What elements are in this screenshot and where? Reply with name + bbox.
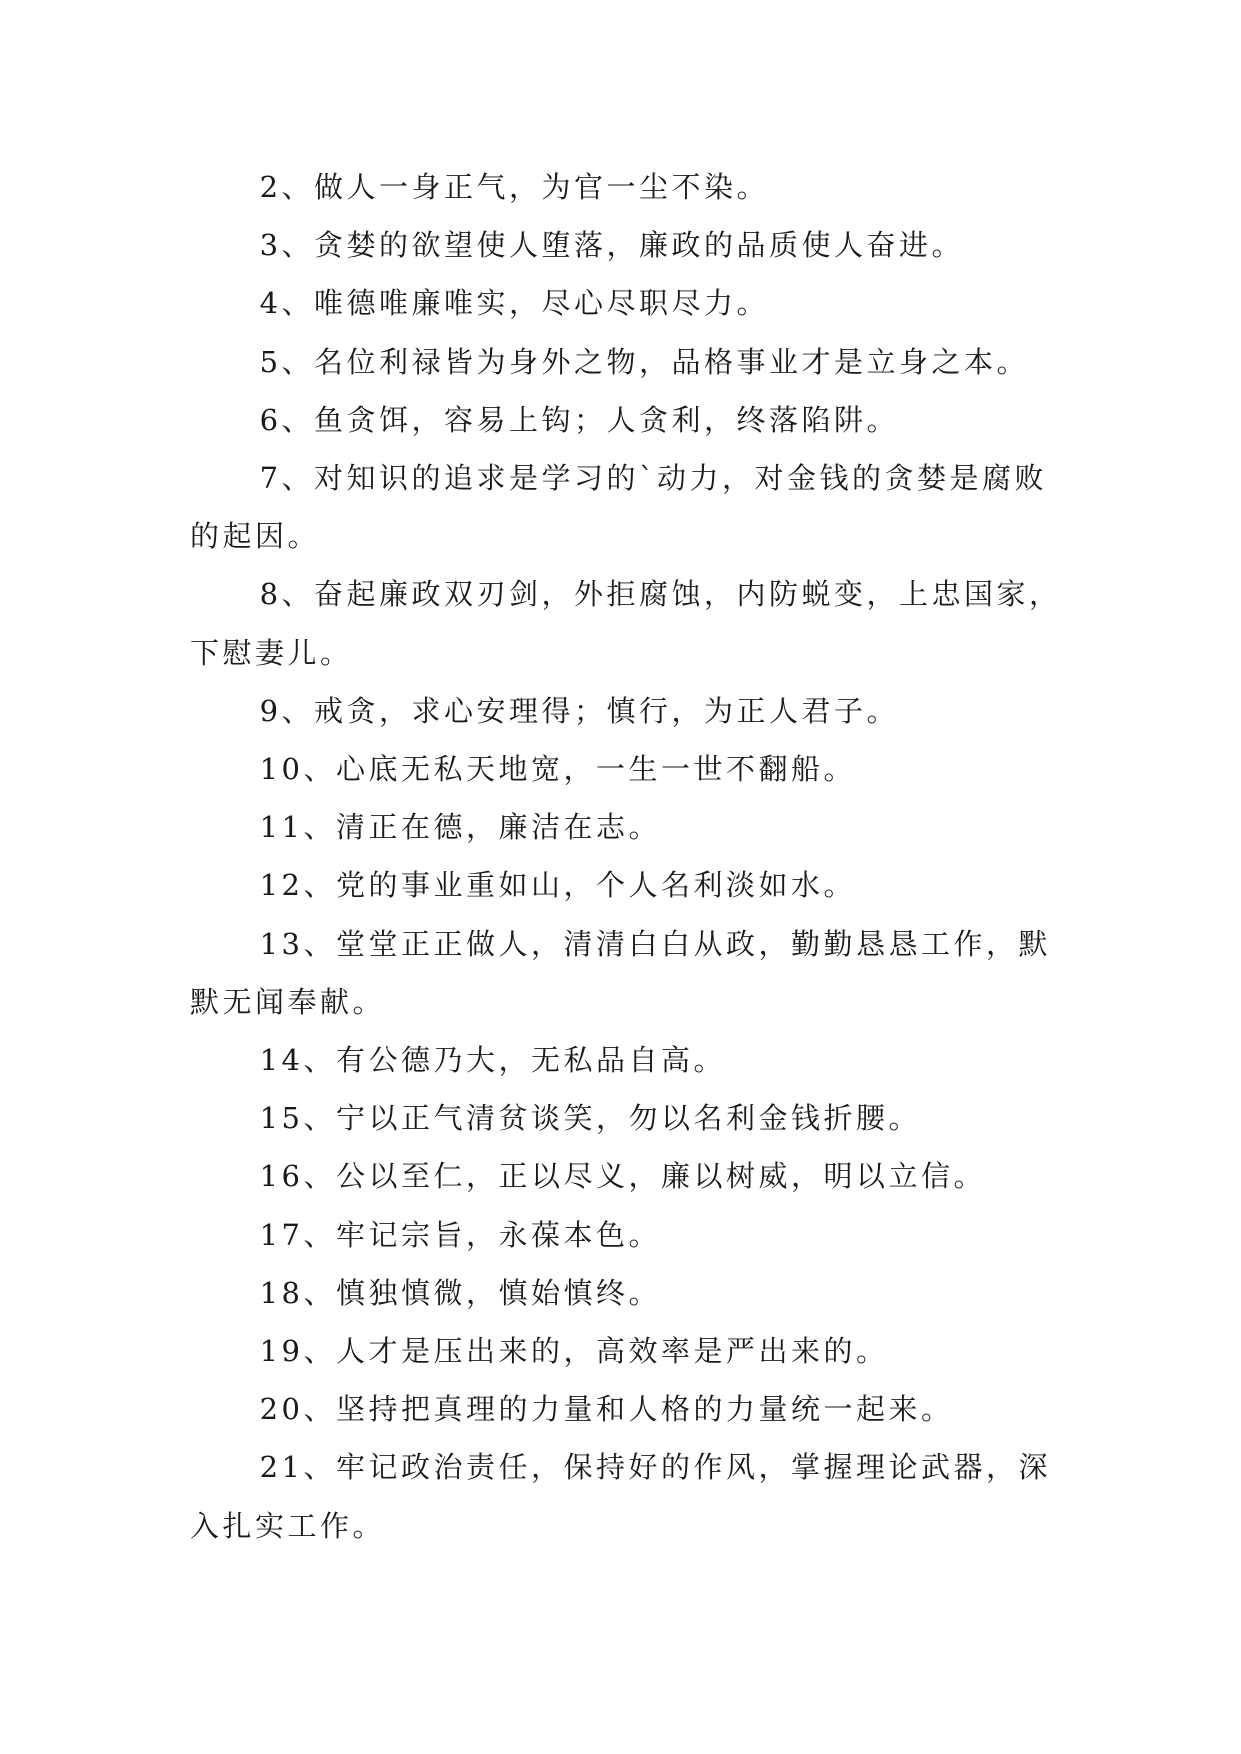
paragraph: 4、唯德唯廉唯实，尽心尽职尽力。 <box>259 286 770 321</box>
paragraph: 12、党的事业重如山，个人名利淡如水。 <box>259 868 856 903</box>
paragraph: 14、有公德乃大，无私品自高。 <box>259 1043 726 1078</box>
paragraph: 21、牢记政治责任，保持好的作风，掌握理论武器，深入扎实工作。 <box>190 1450 1051 1543</box>
paragraph: 18、慎独慎微，慎始慎终。 <box>259 1275 661 1310</box>
paragraph: 15、宁以正气清贫谈笑，勿以名利金钱折腰。 <box>259 1101 921 1136</box>
paragraph: 20、坚持把真理的力量和人格的力量统一起来。 <box>259 1392 954 1427</box>
paragraph: 13、堂堂正正做人，清清白白从政，勤勤恳恳工作，默默无闻奉献。 <box>190 926 1051 1019</box>
paragraph: 2、做人一身正气，为官一尘不染。 <box>259 170 770 204</box>
paragraph: 10、心底无私天地宽，一生一世不翻船。 <box>259 752 856 787</box>
paragraph: 7、对知识的追求是学习的`动力，对金钱的贪婪是腐败的起因。 <box>190 461 1048 554</box>
paragraph: 3、贪婪的欲望使人堕落，廉政的品质使人奋进。 <box>259 228 965 263</box>
paragraph: 9、戒贪，求心安理得；慎行，为正人君子。 <box>259 693 900 728</box>
document-body <box>190 158 1062 1555</box>
paragraph: 11、清正在德，廉洁在志。 <box>259 810 661 845</box>
paragraph: 19、人才是压出来的，高效率是严出来的。 <box>259 1334 889 1369</box>
paragraph: 6、鱼贪饵，容易上钩；人贪利，终落陷阱。 <box>259 402 900 437</box>
paragraph: 17、牢记宗旨，永葆本色。 <box>259 1217 661 1252</box>
paragraph: 16、公以至仁，正以尽义，廉以树威，明以立信。 <box>259 1159 986 1194</box>
paragraph: 8、奋起廉政双刃剑，外拒腐蚀，内防蜕变，上忠国家，下慰妻儿。 <box>190 577 1062 670</box>
paragraph: 5、名位利禄皆为身外之物，品格事业才是立身之本。 <box>259 344 1030 379</box>
